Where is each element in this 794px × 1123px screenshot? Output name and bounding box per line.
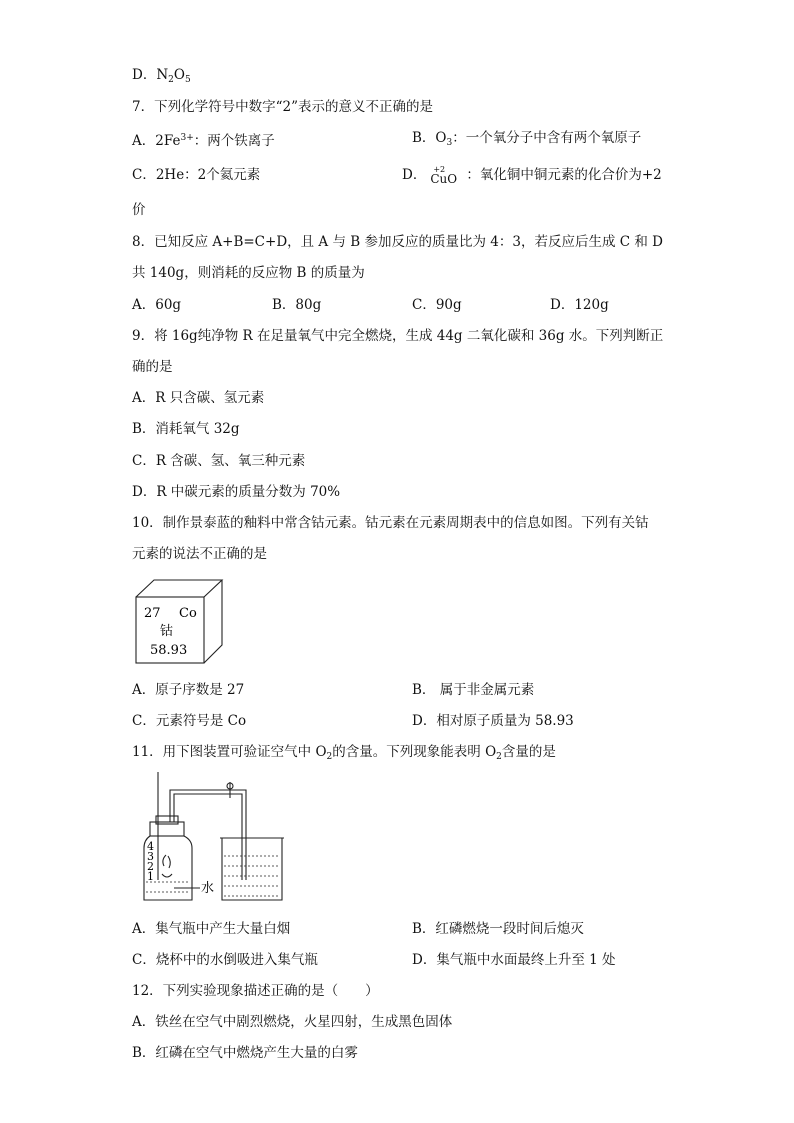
water-label: 水: [201, 881, 215, 896]
q12-option-b: B．红磷在空气中燃烧产生大量的白雾: [132, 1045, 358, 1061]
q9-option-c: C．R 含碳、氢、氧三种元素: [132, 453, 306, 469]
scale-mark-3: 3: [147, 850, 154, 863]
question-9-stem-line1: 9．将 16g纯净物 R 在足量氧气中完全燃烧，生成 44g 二氧化碳和 36g 水。下列判断正: [132, 328, 664, 344]
question-10-stem-line2: 元素的说法不正确的是: [132, 546, 267, 562]
q11-option-a: A．集气瓶中产生大量白烟: [132, 921, 291, 937]
q7-option-d-wrap: 价: [132, 202, 146, 218]
element-tile-figure: [134, 578, 224, 668]
q10-option-d: D．相对原子质量为 58.93: [412, 713, 574, 729]
q7-option-c: C．2He：2个氦元素: [132, 167, 261, 183]
question-7-stem: 7．下列化学符号中数字“2”表示的意义不正确的是: [132, 99, 433, 115]
q10-option-b: B． 属于非金属元素: [412, 682, 535, 698]
tile-element-name: 钴: [160, 624, 174, 639]
question-10-stem-line1: 10．制作景泰蓝的釉料中常含钴元素。钴元素在元素周期表中的信息如图。下列有关钴: [132, 515, 649, 531]
q7-option-a: A．$2Fe^{3+}$：两个铁离子: [132, 133, 275, 149]
question-8-stem-line1: 8．已知反应 A+B=C+D，且 A 与 B 参加反应的质量比为 4：3，若反应后生成 C 和 D: [132, 234, 663, 250]
q11-option-c: C．烧杯中的水倒吸进入集气瓶: [132, 952, 318, 968]
q8-option-b: B．80g: [272, 297, 322, 313]
scale-mark-4: 4: [147, 840, 154, 853]
question-9-stem-line2: 确的是: [132, 359, 173, 375]
q8-option-c: C．90g: [412, 297, 462, 313]
q7-option-d: D． +2 CuO ：氧化铜中铜元素的化合价为+2: [402, 164, 662, 186]
tile-atomic-number: 27: [144, 606, 161, 621]
q10-option-c: C．元素符号是 Co: [132, 713, 247, 729]
scale-mark-1: 1: [147, 870, 154, 883]
q10-option-a: A．原子序数是 27: [132, 682, 245, 698]
question-11-stem: 11．用下图装置可验证空气中 $O_2$的含量。下列现象能表明 $O_2$含量的是: [132, 744, 556, 762]
apparatus-figure: [134, 770, 294, 906]
option-d-q6: D．$N_2O_5$: [132, 67, 191, 85]
question-8-stem-line2: 共 140g，则消耗的反应物 B 的质量为: [132, 265, 365, 281]
q12-option-a: A．铁丝在空气中剧烈燃烧，火星四射，生成黑色固体: [132, 1014, 453, 1030]
q7-option-b: B．$O_3$：一个氧分子中含有两个氧原子: [412, 130, 642, 148]
q11-option-b: B．红磷燃烧一段时间后熄灭: [412, 921, 584, 937]
tile-symbol: Co: [179, 606, 197, 621]
q9-option-d: D．R 中碳元素的质量分数为 70%: [132, 484, 341, 500]
scale-mark-2: 2: [147, 860, 154, 873]
q9-option-b: B．消耗氧气 32g: [132, 421, 240, 437]
q8-option-d: D．120g: [550, 297, 609, 313]
q11-option-d: D．集气瓶中水面最终上升至 1 处: [412, 952, 616, 968]
tile-atomic-mass: 58.93: [150, 643, 188, 658]
q9-option-a: A．R 只含碳、氢元素: [132, 390, 265, 406]
question-12-stem: 12．下列实验现象描述正确的是（ ）: [132, 983, 379, 999]
q8-option-a: A．60g: [132, 297, 182, 313]
valence-formula: +2 CuO: [430, 164, 458, 186]
